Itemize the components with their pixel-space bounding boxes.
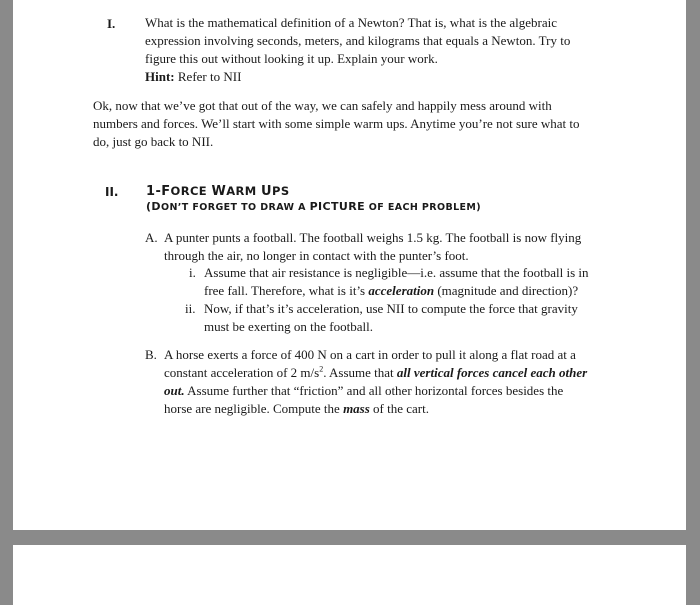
section-1-numeral: I.	[107, 16, 116, 31]
section-2-subtitle: (DON’T FORGET TO DRAW A PICTURE OF EACH PROBLEM)	[146, 200, 482, 213]
problem-a-sub-i-label: i.	[189, 265, 196, 280]
problem-a-sub-ii-text: Now, if that’s it’s acceleration, use NII to compute the force that gravity must be exerting on the football.	[204, 301, 578, 334]
transition-paragraph: Ok, now that we’ve got that out of the way, we can safely and happily mess around with numbers and forces. We’ll start with some simple warm ups. Anytime you’re not sure what to do, just go back to NII.	[93, 98, 580, 149]
problem-a-label: A.	[145, 230, 158, 245]
problem-b-text: A horse exerts a force of 400 N on a cart in order to pull it along a flat road at a constant acceleration of 2 $m/s^2$. Assume that all vertical forces cancel each other out. Assume further that “friction” and all other horizontal forces besides the horse are negligible. Compute the mass of the cart.	[164, 347, 588, 416]
hint-text: Refer to NII	[174, 69, 242, 84]
next-page	[13, 545, 686, 605]
problem-a-sub-i-text: Assume that air resistance is negligible—i.e. assume that the football is in free fall. Therefore, what is it’s acceleration (magnitude and direction)?	[204, 265, 589, 298]
section-1-question-text: What is the mathematical definition of a Newton? That is, what is the algebraic expression involving seconds, meters, and kilograms that equals a Newton. Try to figure this out without looking it up. Explain your work.	[145, 15, 571, 66]
section-2-numeral: II.	[105, 185, 119, 199]
problem-b-label: B.	[145, 347, 157, 362]
section-1-question	[145, 14, 585, 86]
problem-a-text: A punter punts a football. The football weighs 1.5 kg. The football is now flying through the air, no longer in contact with the punter’s foot.	[164, 230, 582, 263]
document-page	[13, 0, 686, 530]
problem-a-sub-ii-label: ii.	[185, 301, 196, 316]
hint-label: Hint:	[145, 69, 175, 84]
section-2-title: 1-FORCE WARM UPS	[146, 184, 290, 199]
